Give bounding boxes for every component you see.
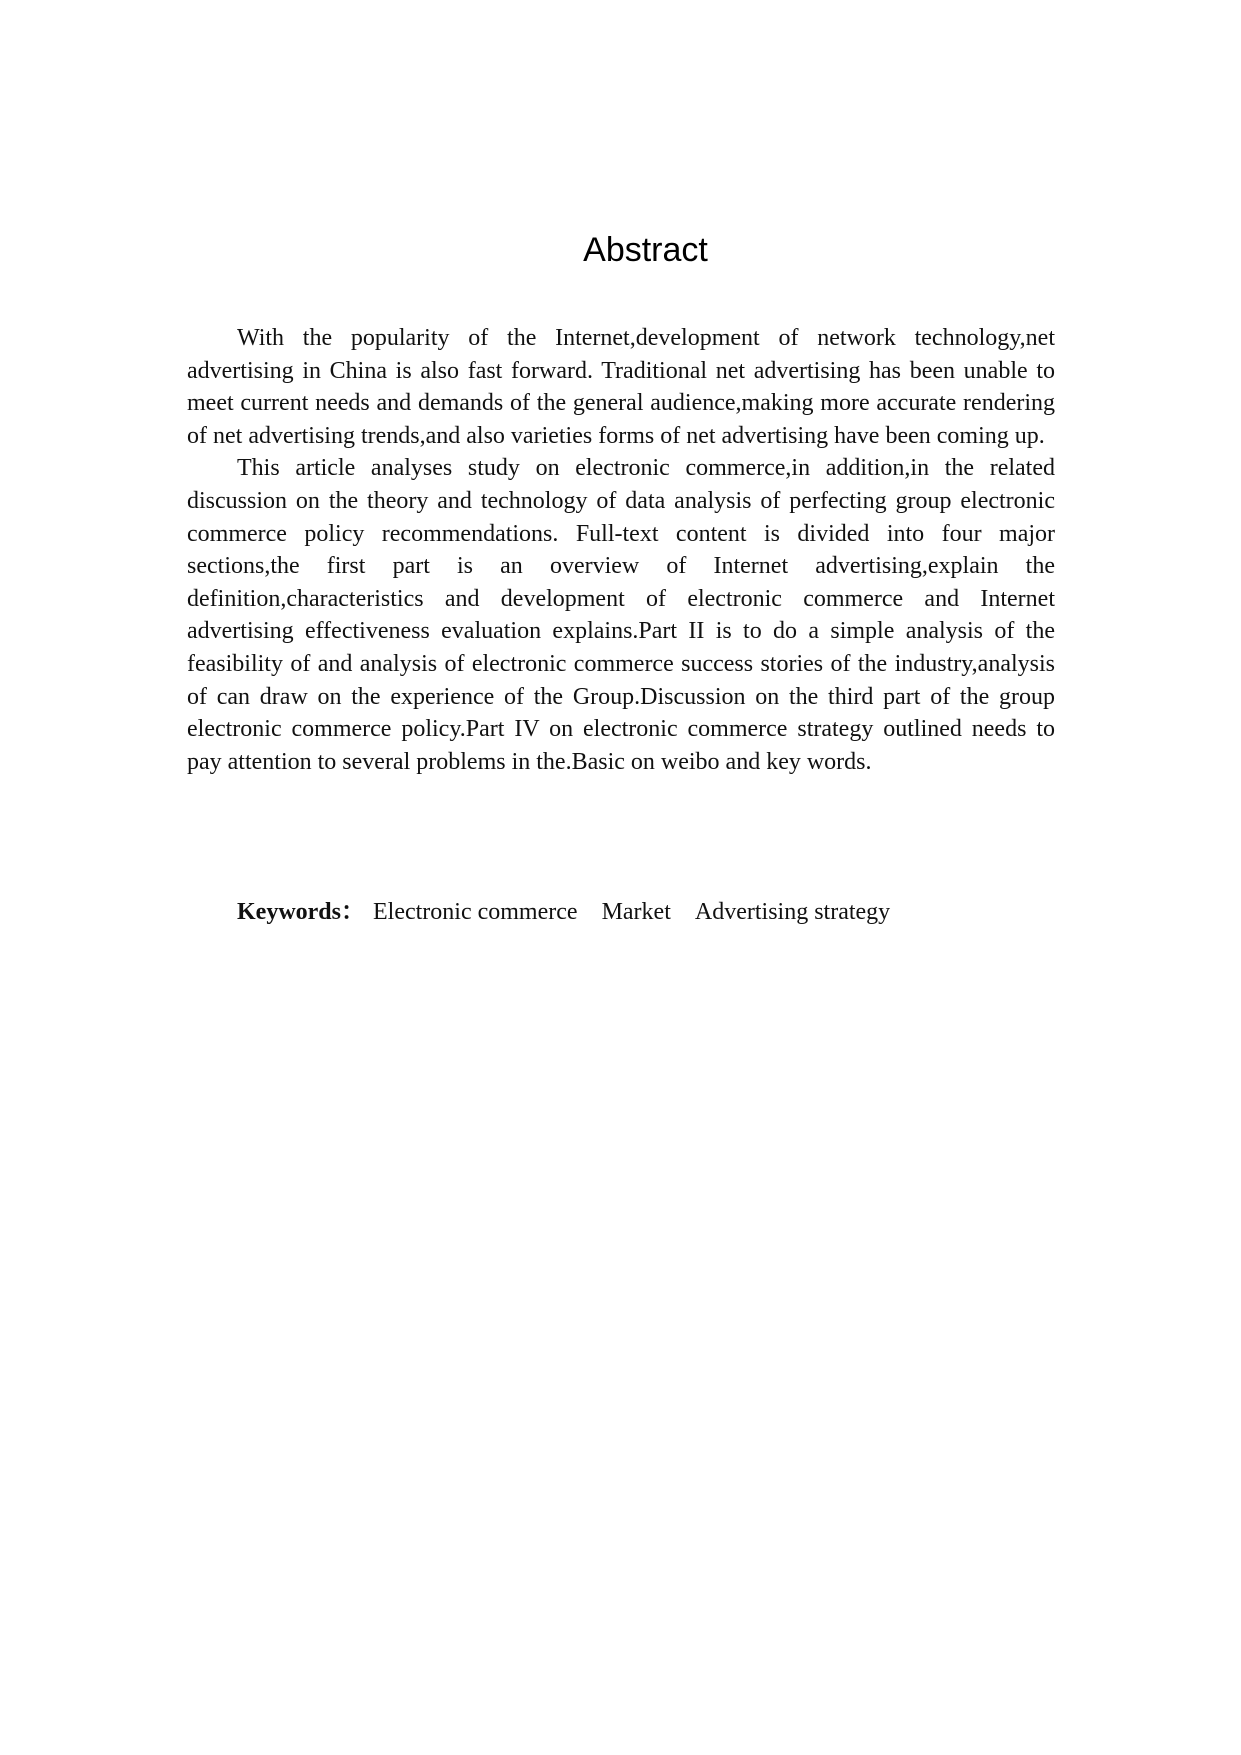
abstract-paragraph-2: This article analyses study on electronic commerce,in addition,in the related discussion on the theory and technology of data analysis of perfecting group electronic commerce policy recommendations. Full-text content is divided into four major sections,the first part is an overview of Internet advertising,explain the definition,characteristics and development of electronic commerce and Internet advertising effectiveness evaluation explains.Part II is to do a simple analysis of the feasibility of and analysis of electronic commerce success stories of the industry,analysis of can draw on the experience of the Group.Discussion on the third part of the group electronic commerce policy.Part IV on electronic commerce strategy outlined needs to pay attention to several problems in the.Basic on weibo and key words.	[187, 455, 1055, 775]
keywords-line	[237, 896, 914, 928]
keyword-item: Market	[601, 899, 671, 925]
keyword-item: Advertising strategy	[694, 899, 891, 925]
abstract-title: Abstract	[583, 231, 708, 269]
abstract-body	[187, 322, 1055, 778]
keyword-item: Electronic commerce	[373, 899, 578, 925]
keywords-label: Keywords：	[237, 899, 365, 925]
abstract-paragraph-1: With the popularity of the Internet,development of network technology,net advertising in China is also fast forward. Traditional net advertising has been unable to meet current needs and demands of the general audience,making more accurate rendering of net advertising trends,and also varieties forms of net advertising have been coming up.	[187, 325, 1055, 449]
